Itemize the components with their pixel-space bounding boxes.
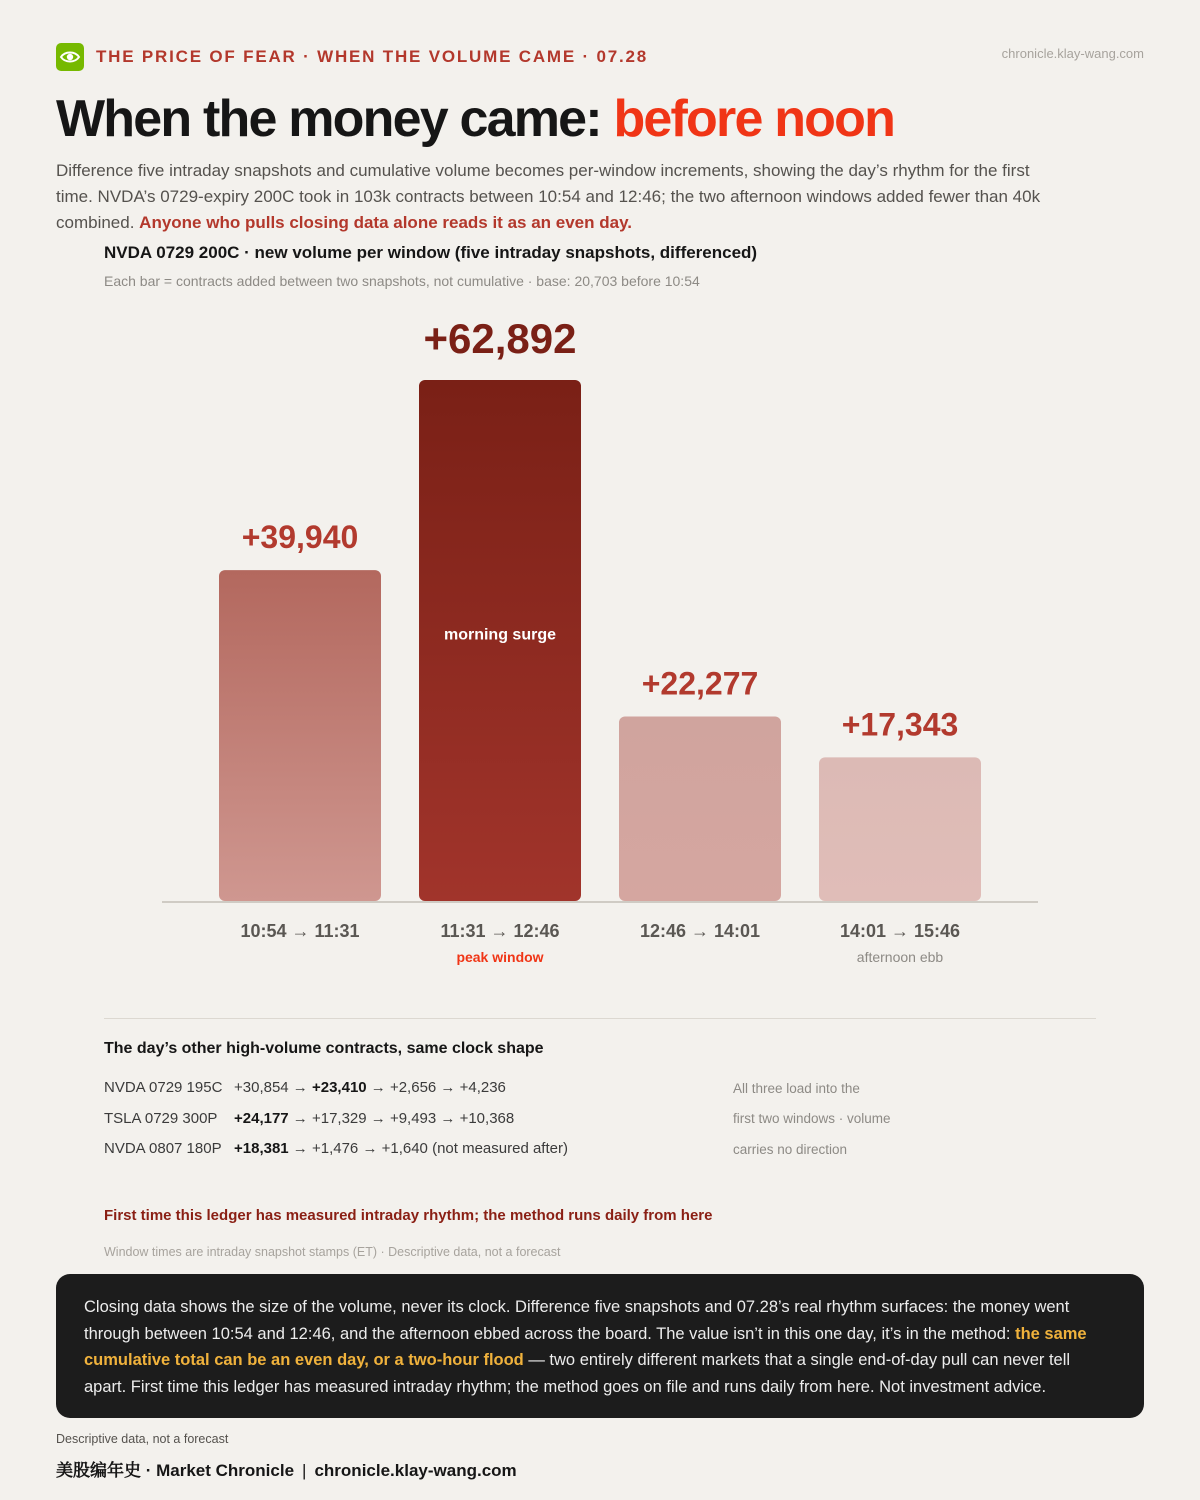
bar-4 <box>819 757 981 901</box>
side-note-line: carries no direction <box>733 1142 848 1157</box>
in-bar-label: morning surge <box>443 626 557 644</box>
contract-ticker: NVDA 0807 180P <box>104 1140 222 1157</box>
brand-name: 美股编年史 · Market Chronicle <box>56 1461 295 1480</box>
lede-highlight: Anyone who pulls closing data alone reads it as an even day. <box>139 213 632 232</box>
site-link-top[interactable]: chronicle.klay-wang.com <box>1001 46 1144 61</box>
value-label: +39,940 <box>241 519 359 556</box>
kicker: THE PRICE OF FEAR · WHEN THE VOLUME CAME · 07.28 <box>96 47 649 66</box>
other-contracts-title: The day’s other high-volume contracts, same clock shape <box>104 1040 544 1057</box>
contract-bold: +18,381 <box>234 1140 289 1157</box>
bar-3 <box>619 716 781 901</box>
value-label: +22,277 <box>641 665 759 702</box>
summary-text-1: Closing data shows the size of the volume, never its clock. Difference five snapshots and 07.28’s real rhythm surfaces: the money went through between 10:54 and 12:46, and the afternoon ebbed across the board. The value isn’t in this one day, it’s in the method: <box>84 1298 1070 1343</box>
summary-text-2: — two entirely different markets that a single end-of-day pull can never tell apart. First time this ledger has measured intraday rhythm; the method goes on file and runs daily from here. Not investment advice. <box>84 1351 1071 1396</box>
footer-site-link[interactable]: chronicle.klay-wang.com <box>314 1461 517 1480</box>
bar-1 <box>219 570 381 901</box>
contract-post: → +2,656 → +4,236 <box>366 1079 506 1096</box>
lede-paragraph <box>56 158 1066 236</box>
method-note: First time this ledger has measured intraday rhythm; the method runs daily from here <box>104 1207 713 1224</box>
footer-separator: | <box>302 1461 307 1480</box>
contract-row <box>104 1079 506 1096</box>
footer-disclaimer: Descriptive data, not a forecast <box>56 1432 229 1446</box>
value-label: +62,892 <box>423 315 577 362</box>
title-highlight: before noon <box>613 90 895 148</box>
chart-title: NVDA 0729 200C · new volume per window (five intraday snapshots, differenced) <box>104 243 758 262</box>
summary-text <box>84 1294 1116 1400</box>
contract-ticker: NVDA 0729 195C <box>104 1079 223 1096</box>
lede-text: Difference five intraday snapshots and cumulative volume becomes per-window increments, showing the day’s rhythm for the first time. NVDA’s 0729-expiry 200C took in 103k contracts between 10:54 and 12:46; the two afternoon windows added fewer than 40k combined. <box>56 161 1041 232</box>
contract-post: → +17,329 → +9,493 → +10,368 <box>288 1110 515 1127</box>
footer-brand <box>56 1456 517 1481</box>
bar-chart <box>0 300 1200 1000</box>
contract-post: → +1,476 → +1,640 (not measured after) <box>288 1140 568 1157</box>
section-divider <box>104 1018 1096 1019</box>
side-note-line: first two windows · volume <box>733 1111 891 1126</box>
summary-highlight: the same cumulative total can be an even day, or a two-hour flood <box>84 1324 1087 1369</box>
contract-pre: +30,854 → <box>234 1079 312 1096</box>
contract-row <box>104 1140 568 1157</box>
category-sublabel: afternoon ebb <box>856 949 944 965</box>
contract-bold: +24,177 <box>234 1110 289 1127</box>
chart-subtitle: Each bar = contracts added between two snapshots, not cumulative · base: 20,703 before 10:54 <box>104 273 700 289</box>
category-label: 10:54 → 11:31 <box>240 921 360 941</box>
category-label: 11:31 → 12:46 <box>440 921 560 941</box>
category-sublabel: peak window <box>456 949 544 965</box>
value-label: +17,343 <box>841 706 959 743</box>
page-title <box>56 88 894 150</box>
contract-bold: +23,410 <box>311 1079 367 1096</box>
title-main: When the money came: <box>56 90 614 148</box>
contract-row <box>104 1110 514 1127</box>
side-note-line: All three load into the <box>733 1081 860 1096</box>
summary-box <box>56 1274 1144 1418</box>
nvidia-logo-icon <box>56 43 84 71</box>
contract-ticker: TSLA 0729 300P <box>104 1110 218 1127</box>
category-label: 12:46 → 14:01 <box>639 921 761 941</box>
fineprint: Window times are intraday snapshot stamps (ET) · Descriptive data, not a forecast <box>104 1245 561 1259</box>
category-label: 14:01 → 15:46 <box>839 921 961 941</box>
